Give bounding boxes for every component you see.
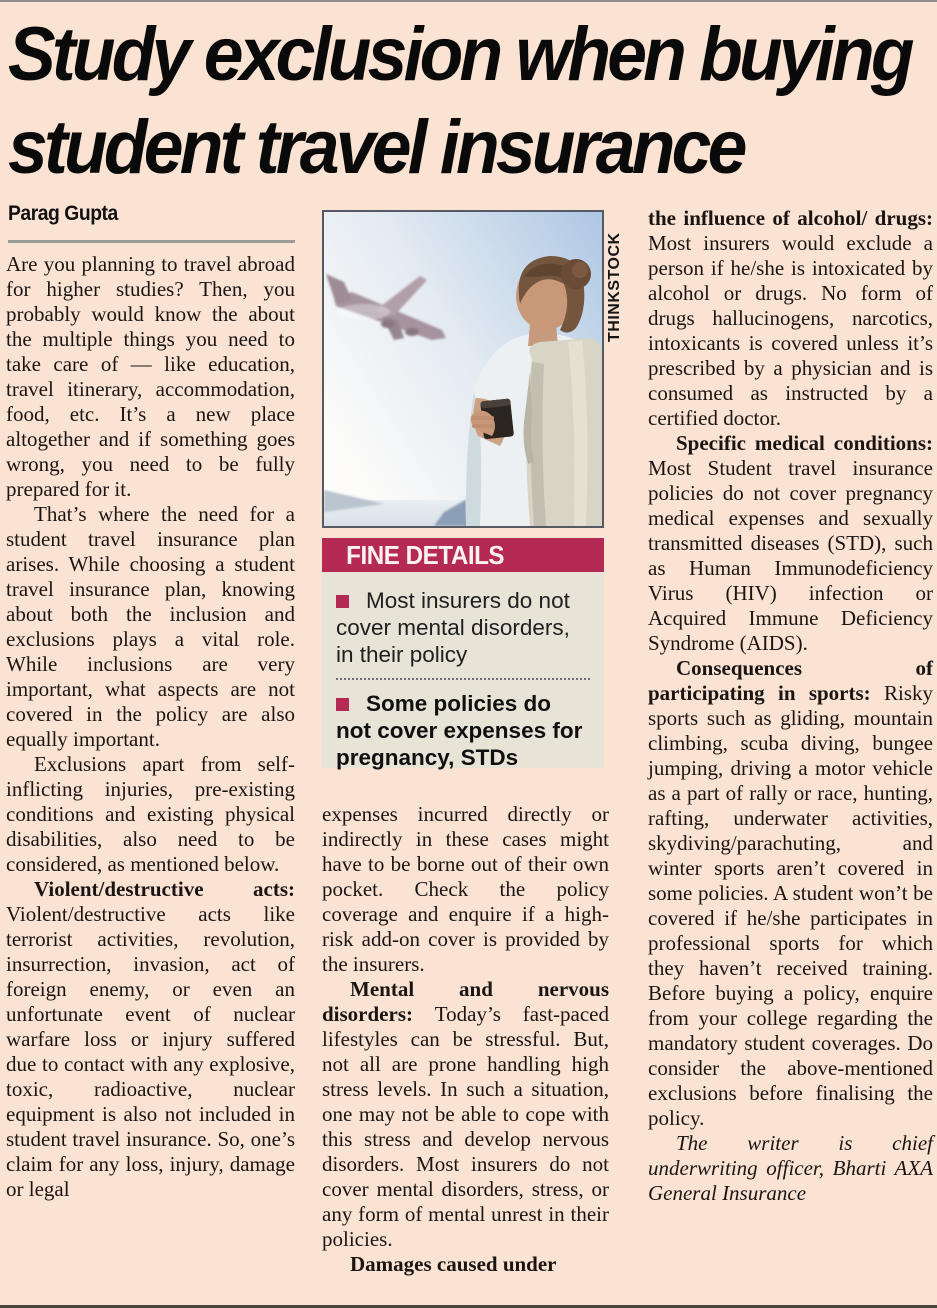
fine-details-title: FINE DETAILS <box>346 540 505 570</box>
paragraph: The writer is chief underwriting officer, Bharti AXA General Insurance <box>648 1131 933 1205</box>
article-headline <box>8 8 911 194</box>
paragraph: Violent/destructive acts: Violent/destructive acts like terrorist activities, revolution, insurrection, invasion, act of foreign enemy, or even an unfortunate event of nuclear warfare loss or injury suffered due to contact with any explosive, toxic, radioactive, nuclear equipment is also not included in student travel insurance. So, one’s claim for any loss, injury, damage or legal <box>6 877 295 1201</box>
byline: Parag Gupta <box>8 202 118 225</box>
article-column-3 <box>648 206 933 1206</box>
article-photo <box>322 210 604 528</box>
square-bullet-icon <box>336 595 349 608</box>
paragraph: expenses incurred directly or indirectly in these cases might have to be borne out of their own pocket. Check the policy coverage and enquire if a high-risk add-on cover is provided by the insurers. <box>322 802 609 976</box>
paragraph: That’s where the need for a student travel insurance plan arises. While choosing a student travel insurance plan, knowing about both the inclusion and exclusions plays a vital role. While inclusions are very important, what aspects are not covered in the policy are also equally important. <box>6 502 295 751</box>
headline-line-2: student travel insurance <box>8 105 744 190</box>
fine-details-header <box>322 538 604 572</box>
dotted-divider <box>336 677 590 680</box>
paragraph: Consequences of participating in sports: Risky sports such as gliding, mountain climbing, scuba diving, bungee jumping, driving a motor vehicle as a part of rally or race, hunting, rafting, underwater activities, skydiving/parachuting, and winter sports aren’t covered in some policies. A student won’t be covered if he/she participates in professional sports for which they haven’t received training. Before buying a policy, enquire from your college regarding the mandatory student coverages. Do consider the above-mentioned exclusions before finalising the policy. <box>648 656 933 1130</box>
square-bullet-icon <box>336 698 349 711</box>
headline-line-1: Study exclusion when buying <box>8 12 911 97</box>
fine-details-bullet: Some policies do not cover expenses for pregnancy, STDs <box>336 691 583 770</box>
photo-illustration <box>324 212 602 526</box>
byline-divider <box>8 240 295 243</box>
fine-details-box <box>322 572 604 768</box>
paragraph: the influence of alcohol/ drugs: Most insurers would exclude a person if he/she is intoxicated by alcohol or drugs. No form of drugs hallucinogens, narcotics, intoxicants is covered unless it’s prescribed by a physician and is consumed as instructed by a certified doctor. <box>648 206 933 430</box>
article-column-1 <box>6 252 295 1202</box>
paragraph: Exclusions apart from self-inflicting injuries, pre-existing conditions and existing physical disabilities, also need to be considered, as mentioned below. <box>6 752 295 876</box>
paragraph: Specific medical conditions: Most Student travel insurance policies do not cover pregnancy medical expenses and sexually transmitted diseases (STD), such as Human Immunodeficiency Virus (HIV) infection or Acquired Immune Deficiency Syndrome (AIDS). <box>648 431 933 655</box>
photo-credit: THINKSTOCK <box>606 232 623 342</box>
paragraph: Mental and nervous disorders: Today’s fast-paced lifestyles can be stressful. But, not all are prone handling high stress levels. In such a situation, one may not be able to cope with this stress and develop nervous disorders. Most insurers do not cover mental disorders, stress, or any form of mental unrest in their policies. <box>322 977 609 1251</box>
paragraph: Are you planning to travel abroad for higher studies? Then, you probably would know the about the multiple things you need to take care of — like education, travel itinerary, accommodation, food, etc. It’s a new place altogether and if something goes wrong, you need to be fully prepared for it. <box>6 252 295 501</box>
fine-details-bullet: Most insurers do not cover mental disorders, in their policy <box>336 588 570 667</box>
paragraph: Damages caused under <box>350 1252 557 1276</box>
article-column-2 <box>322 802 609 1277</box>
